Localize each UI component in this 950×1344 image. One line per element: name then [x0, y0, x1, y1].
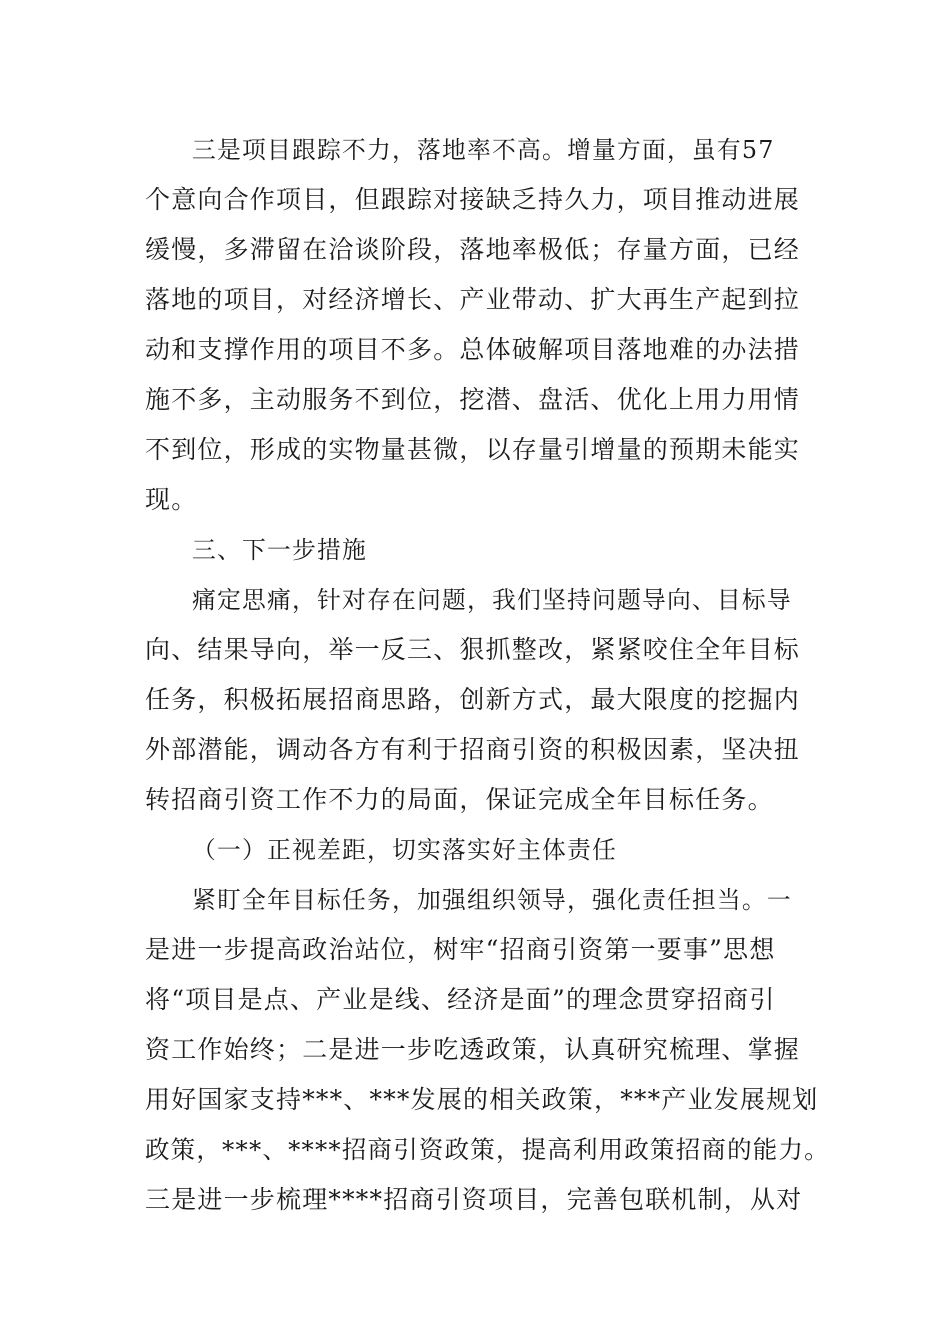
paragraph-line: 紧盯全年目标任务，加强组织领导，强化责任担当。一: [192, 886, 792, 914]
paragraph-line: 资工作始终；二是进一步吃透政策，认真研究梳理、掌握: [145, 1035, 801, 1064]
paragraph-line: 三是进一步梳理****招商引资项目，完善包联机制，从对: [145, 1185, 803, 1214]
paragraph-line: 现。: [145, 485, 198, 514]
subsection-heading: （一）正视差距，切实落实好主体责任: [192, 836, 617, 864]
paragraph-line: 任务，积极拓展招商思路，创新方式，最大限度的挖掘内: [145, 685, 801, 714]
paragraph-line: 不到位，形成的实物量甚微，以存量引增量的预期未能实: [145, 435, 801, 464]
paragraph-line: 向、结果导向，举一反三、狠抓整改，紧紧咬住全年目标: [145, 635, 801, 664]
paragraph-line: 落地的项目，对经济增长、产业带动、扩大再生产起到拉: [145, 285, 801, 314]
paragraph-line: 用好国家支持***、***发展的相关政策，***产业发展规划: [145, 1085, 819, 1114]
paragraph-line: 三是项目跟踪不力，落地率不高。增量方面，虽有57: [192, 136, 775, 164]
paragraph-line: 痛定思痛，针对存在问题，我们坚持问题导向、目标导: [192, 586, 792, 614]
paragraph-line: 个意向合作项目，但跟踪对接缺乏持久力，项目推动进展: [145, 185, 801, 214]
paragraph-line: 施不多，主动服务不到位，挖潜、盘活、优化上用力用情: [145, 385, 801, 414]
paragraph-line: 将“项目是点、产业是线、经济是面”的理念贯穿招商引: [145, 985, 776, 1014]
paragraph-line: 外部潜能，调动各方有利于招商引资的积极因素，坚决扭: [145, 735, 801, 764]
section-heading: 三、下一步措施: [192, 536, 367, 564]
paragraph-line: 是进一步提高政治站位，树牢“招商引资第一要事”思想: [145, 935, 776, 964]
paragraph-line: 转招商引资工作不力的局面，保证完成全年目标任务。: [145, 785, 774, 814]
paragraph-line: 动和支撑作用的项目不多。总体破解项目落地难的办法措: [145, 335, 801, 364]
paragraph-line: 政策，***、****招商引资政策，提高利用政策招商的能力。: [145, 1135, 830, 1164]
paragraph-line: 缓慢，多滞留在洽谈阶段，落地率极低；存量方面，已经: [145, 235, 801, 264]
